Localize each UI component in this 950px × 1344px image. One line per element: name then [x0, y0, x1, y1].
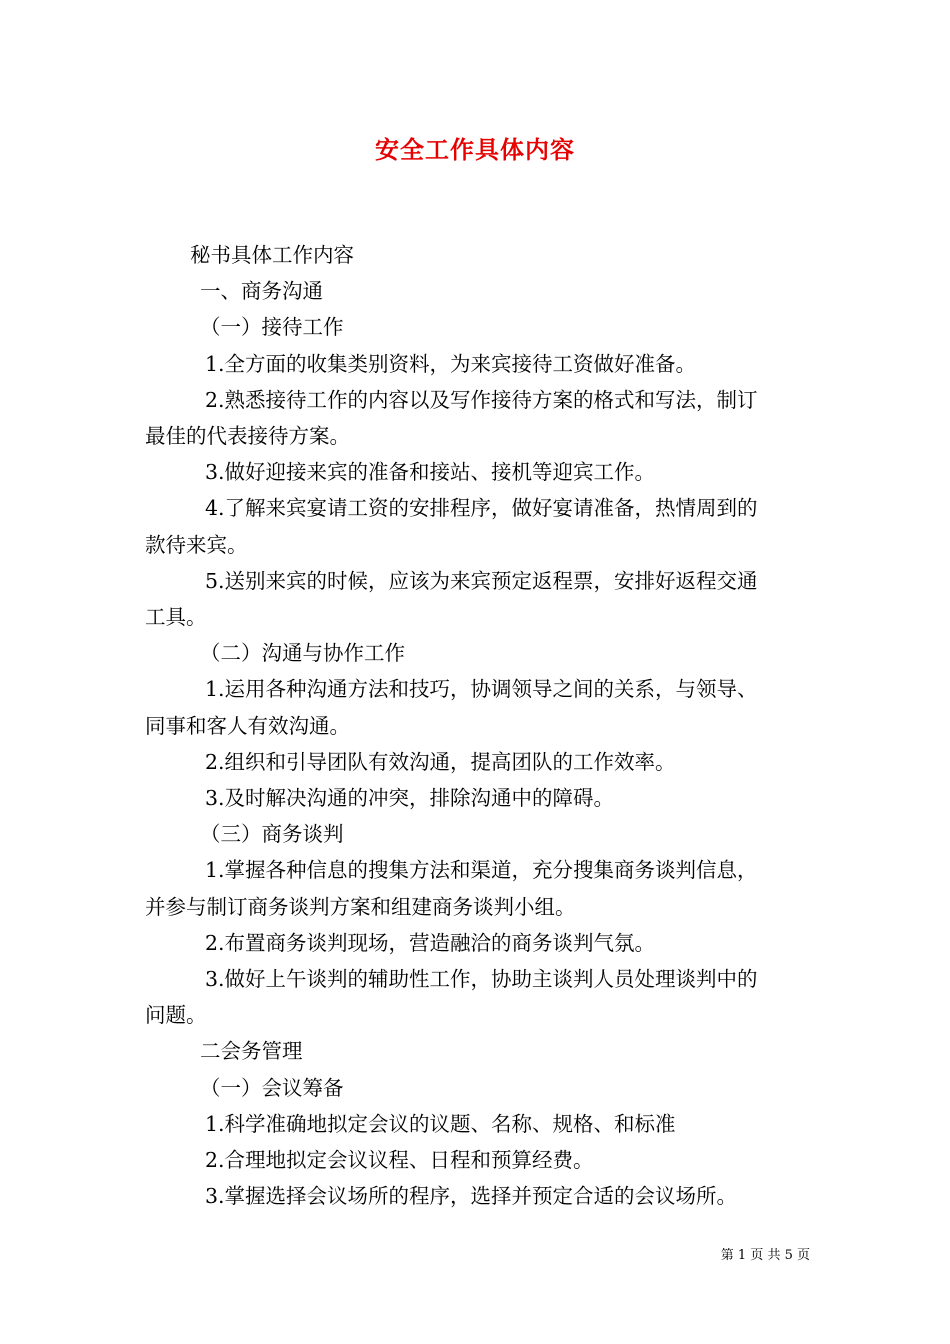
paragraph-line: 款待来宾。 — [145, 532, 248, 557]
paragraph-line: 3.及时解决沟通的冲突，排除沟通中的障碍。 — [205, 786, 615, 811]
paragraph-line: 3.做好上午谈判的辅助性工作，协助主谈判人员处理谈判中的 — [205, 967, 758, 992]
paragraph-line: 2.布置商务谈判现场，营造融洽的商务谈判气氛。 — [205, 930, 656, 955]
paragraph-line: 3.做好迎接来宾的准备和接站、接机等迎宾工作。 — [205, 460, 656, 485]
paragraph-line: 5.送别来宾的时候，应该为来宾预定返程票，安排好返程交通 — [205, 568, 758, 593]
paragraph-line: 2.熟悉接待工作的内容以及写作接待方案的格式和写法，制订 — [205, 387, 758, 412]
section-heading: 秘书具体工作内容 — [190, 243, 354, 267]
paragraph-line: 2.合理地拟定会议议程、日程和预算经费。 — [205, 1148, 594, 1173]
paragraph-line: 1.科学准确地拟定会议的议题、名称、规格、和标准 — [205, 1111, 676, 1136]
paragraph-line: 并参与制订商务谈判方案和组建商务谈判小组。 — [145, 894, 576, 919]
paragraph-line: 问题。 — [145, 1003, 207, 1028]
paragraph-line: 最佳的代表接待方案。 — [145, 424, 350, 449]
paragraph-line: 同事和客人有效沟通。 — [145, 713, 350, 738]
paragraph-line: 1.运用各种沟通方法和技巧，协调领导之间的关系，与领导、 — [205, 677, 758, 702]
paragraph-line: 2.组织和引导团队有效沟通，提高团队的工作效率。 — [205, 749, 676, 774]
subsection-heading: （二）沟通与协作工作 — [200, 641, 405, 666]
section-heading: 一、商务沟通 — [200, 279, 323, 304]
document-title: 安全工作具体内容 — [375, 135, 575, 164]
paragraph-line: 4.了解来宾宴请工资的安排程序，做好宴请准备，热情周到的 — [205, 496, 758, 521]
section-heading: 二会务管理 — [200, 1039, 303, 1064]
subsection-heading: （三）商务谈判 — [200, 822, 344, 847]
document-body — [145, 237, 810, 1214]
paragraph-line: 1.掌握各种信息的搜集方法和渠道，充分搜集商务谈判信息， — [205, 858, 758, 883]
paragraph-line: 工具。 — [145, 605, 207, 630]
subsection-heading: （一）接待工作 — [200, 315, 344, 340]
page-indicator: 第 1 页 共 5 页 — [720, 1248, 810, 1263]
subsection-heading: （一）会议筹备 — [200, 1075, 344, 1100]
paragraph-line: 3.掌握选择会议场所的程序，选择并预定合适的会议场所。 — [205, 1184, 738, 1209]
paragraph-line: 1.全方面的收集类别资料，为来宾接待工资做好准备。 — [205, 351, 697, 376]
